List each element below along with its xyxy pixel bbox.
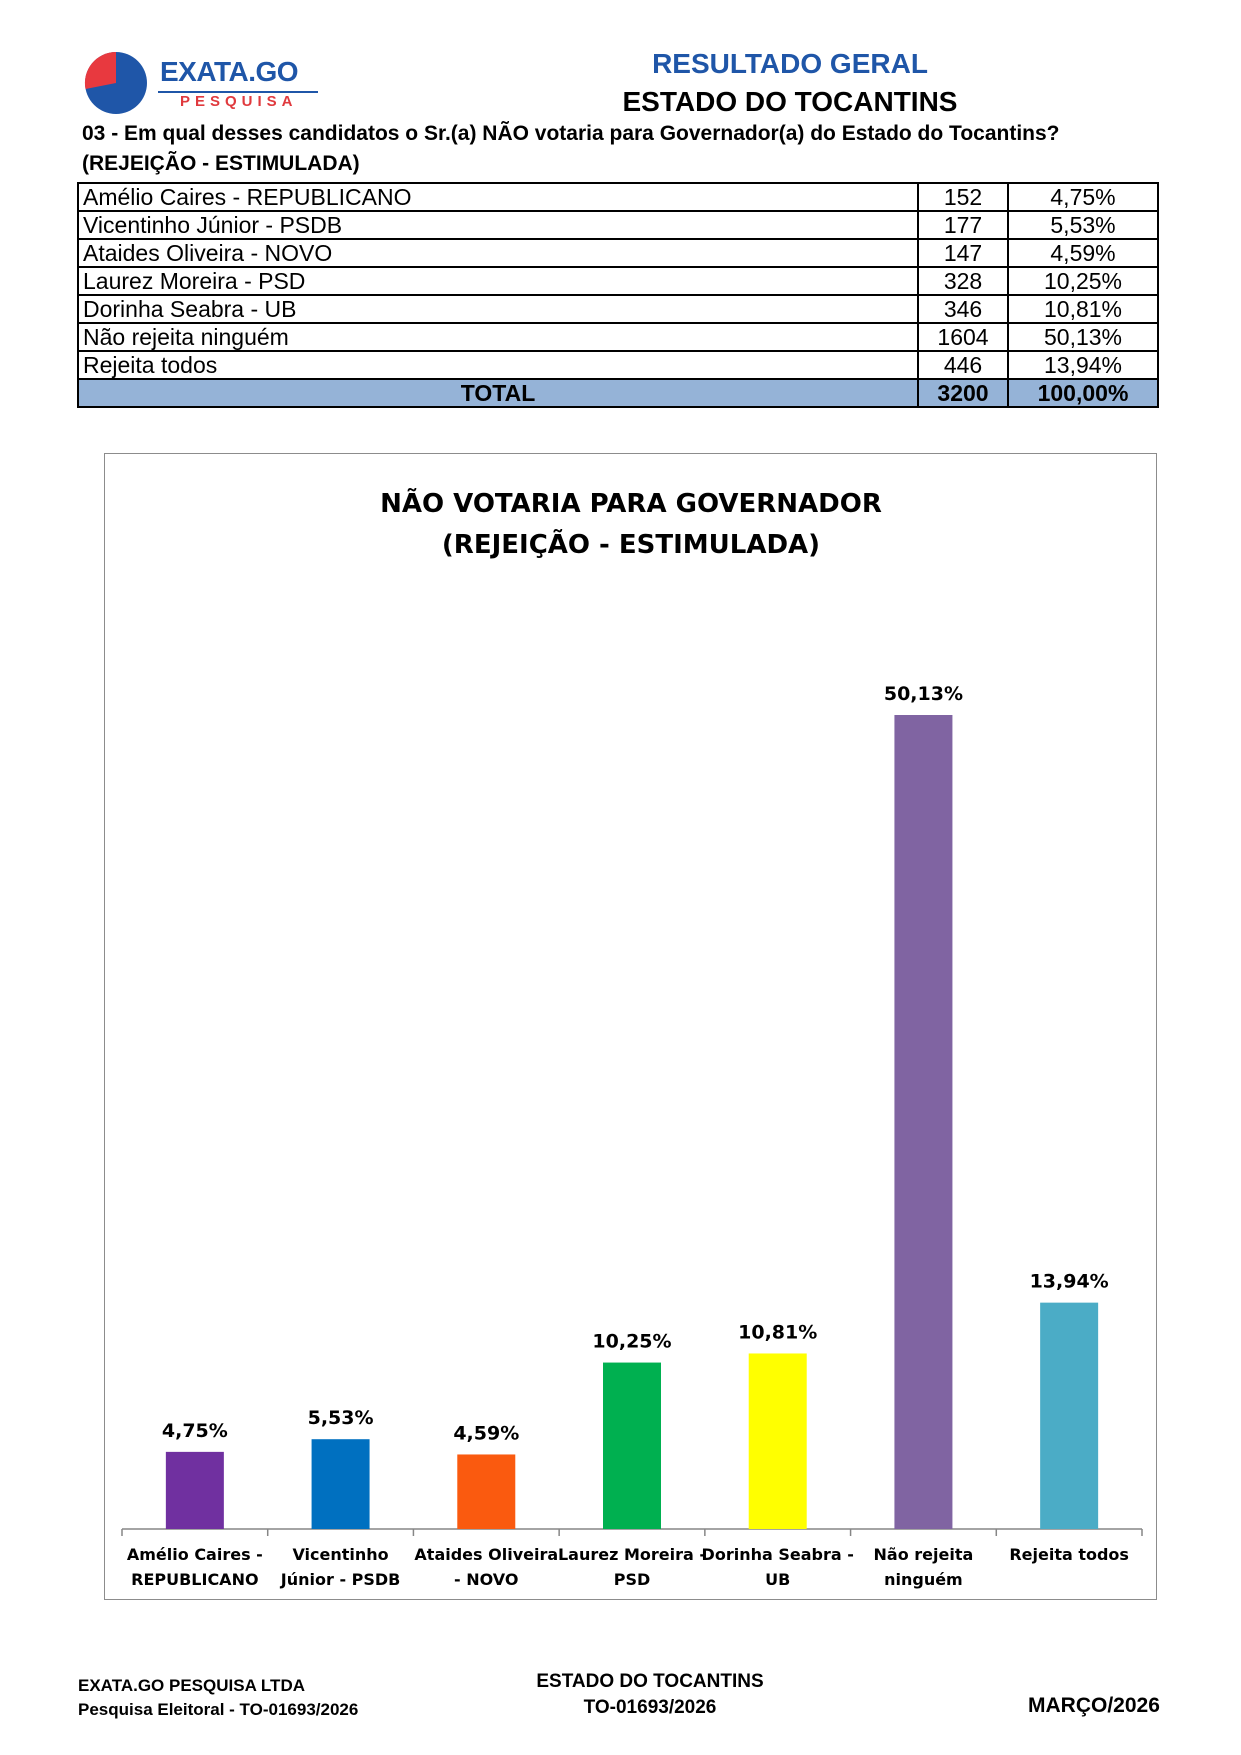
x-tick-label: Júnior - PSDB: [280, 1570, 401, 1589]
bar-data-label: 50,13%: [883, 683, 963, 705]
x-tick-label: Amélio Caires -: [126, 1545, 263, 1564]
chart-bar: [603, 1363, 661, 1529]
vote-percentage: 4,75%: [1008, 183, 1158, 211]
vote-count: 446: [918, 351, 1008, 379]
x-tick-label: Vicentinho: [292, 1545, 389, 1564]
x-tick-label: REPUBLICANO: [131, 1570, 259, 1589]
total-label: TOTAL: [78, 379, 918, 407]
question-type: (REJEIÇÃO - ESTIMULADA): [82, 152, 360, 175]
bar-data-label: 4,75%: [161, 1419, 228, 1442]
chart-bar: [1040, 1303, 1098, 1529]
footer-state: ESTADO DO TOCANTINS: [536, 1671, 764, 1692]
vote-count: 346: [918, 295, 1008, 323]
chart-bar: [312, 1439, 370, 1529]
table-row: [78, 239, 1158, 267]
vote-percentage: 4,59%: [1008, 239, 1158, 267]
footer-company: EXATA.GO PESQUISA LTDA: [78, 1676, 305, 1695]
vote-count: 1604: [918, 323, 1008, 351]
company-logo: [84, 48, 324, 114]
footer-code: TO-01693/2026: [583, 1697, 717, 1718]
x-tick-label: Ataides Oliveira: [414, 1545, 559, 1564]
footer-registration: Pesquisa Eleitoral - TO-01693/2026: [78, 1700, 359, 1719]
state-title: ESTADO DO TOCANTINS: [622, 86, 958, 117]
logo-subtitle: PESQUISA: [180, 93, 298, 110]
candidate-name: Vicentinho Júnior - PSDB: [78, 211, 918, 239]
x-tick-label: Dorinha Seabra -: [701, 1545, 854, 1564]
chart-bar: [894, 715, 952, 1529]
candidate-name: Laurez Moreira - PSD: [78, 267, 918, 295]
x-tick-label: Rejeita todos: [1009, 1545, 1129, 1564]
bar-chart: [105, 454, 1158, 1601]
bar-data-label: 5,53%: [307, 1407, 374, 1430]
bar-data-label: 4,59%: [453, 1422, 520, 1445]
vote-percentage: 10,81%: [1008, 295, 1158, 323]
chart-frame: [104, 453, 1157, 1600]
candidate-name: Não rejeita ninguém: [78, 323, 918, 351]
bar-data-label: 10,25%: [592, 1330, 672, 1353]
vote-count: 147: [918, 239, 1008, 267]
bar-data-label: 13,94%: [1029, 1270, 1109, 1293]
vote-percentage: 5,53%: [1008, 211, 1158, 239]
vote-percentage: 50,13%: [1008, 323, 1158, 351]
table-row: [78, 295, 1158, 323]
chart-bar: [749, 1353, 807, 1529]
logo-brand-text: EXATA.GO: [160, 56, 299, 87]
candidate-name: Rejeita todos: [78, 351, 918, 379]
candidate-name: Amélio Caires - REPUBLICANO: [78, 183, 918, 211]
vote-count: 152: [918, 183, 1008, 211]
bar-data-label: 10,81%: [738, 1321, 818, 1344]
total-percentage: 100,00%: [1008, 379, 1158, 407]
chart-bar: [166, 1452, 224, 1529]
table-row: [78, 351, 1158, 379]
x-tick-label: ninguém: [884, 1570, 963, 1589]
x-tick-label: Laurez Moreira -: [557, 1545, 707, 1564]
table-row: [78, 211, 1158, 239]
chart-title: (REJEIÇÃO - ESTIMULADA): [441, 530, 821, 560]
table-row: [78, 183, 1158, 211]
vote-count: 328: [918, 267, 1008, 295]
vote-percentage: 10,25%: [1008, 267, 1158, 295]
total-count: 3200: [918, 379, 1008, 407]
footer-date: MARÇO/2026: [1028, 1694, 1160, 1717]
chart-title: NÃO VOTARIA PARA GOVERNADOR: [380, 489, 882, 519]
table-row: [78, 323, 1158, 351]
candidate-name: Ataides Oliveira - NOVO: [78, 239, 918, 267]
x-tick-label: Não rejeita: [873, 1545, 974, 1564]
candidate-name: Dorinha Seabra - UB: [78, 295, 918, 323]
logo-pie-icon: [84, 51, 148, 115]
vote-count: 177: [918, 211, 1008, 239]
x-tick-label: UB: [765, 1570, 791, 1589]
chart-bar: [457, 1454, 515, 1529]
results-table: [77, 182, 1159, 408]
table-total-row: [78, 379, 1158, 407]
vote-percentage: 13,94%: [1008, 351, 1158, 379]
question-text: 03 - Em qual desses candidatos o Sr.(a) NÃO votaria para Governador(a) do Estado do Tocantins?: [82, 122, 1060, 145]
page-title: RESULTADO GERAL: [652, 48, 928, 79]
table-row: [78, 267, 1158, 295]
x-tick-label: - NOVO: [454, 1570, 519, 1589]
x-tick-label: PSD: [613, 1570, 651, 1589]
